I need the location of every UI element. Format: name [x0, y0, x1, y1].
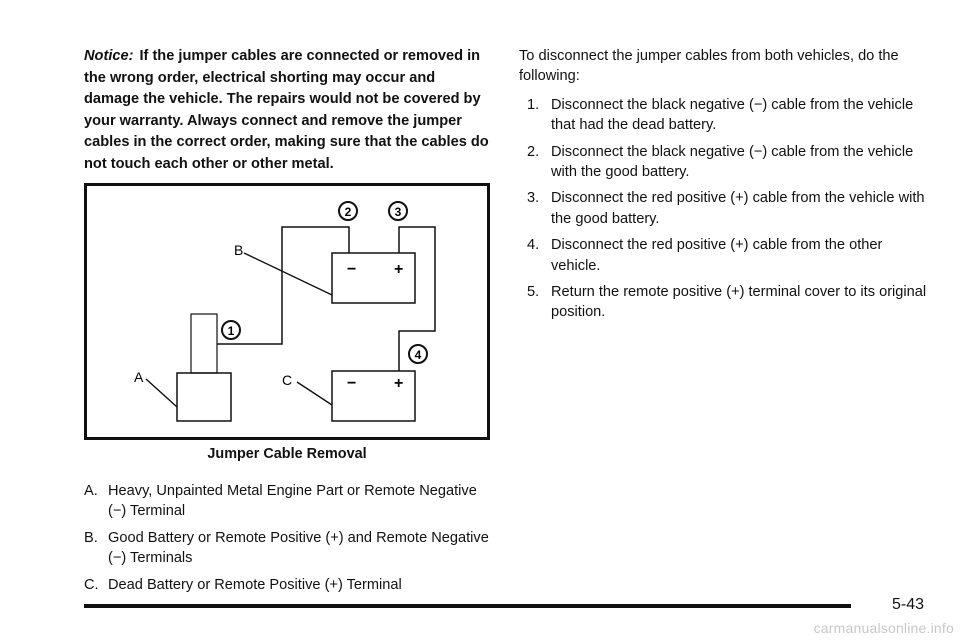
page-number: 5-43	[891, 596, 924, 613]
good-battery-negative: −	[347, 261, 357, 278]
leader-a	[146, 379, 177, 407]
step-item	[527, 235, 929, 276]
legend-text: Heavy, Unpainted Metal Engine Part or Remote Negative (−) Terminal	[108, 483, 477, 520]
callout-2: 2	[344, 205, 352, 219]
step-number: 4.	[527, 237, 540, 254]
engine-part	[177, 373, 231, 421]
step-text: Disconnect the black negative (−) cable from the vehicle that had the dead battery.	[551, 96, 914, 134]
callout-3: 3	[394, 205, 402, 219]
step-text: Disconnect the red positive (+) cable from the other vehicle.	[551, 237, 883, 274]
instruction-steps	[519, 95, 929, 323]
diagram-svg	[84, 183, 490, 440]
notice-text: If the jumper cables are connected or removed in the wrong order, electrical shorting may occur and damage the vehicle. The repairs would not be covered by your warranty. Always connect and remove the jumper cables in the correct order, making sure that the cables do not touch each other or other metal.	[84, 48, 489, 172]
notice-label: Notice:	[84, 48, 134, 64]
engine-part-post	[191, 314, 217, 373]
footer-rule	[84, 604, 851, 608]
callout-b: B	[234, 242, 244, 258]
watermark: carmanualsonline.info	[813, 620, 954, 636]
callout-1: 1	[227, 324, 235, 338]
step-item	[527, 282, 929, 323]
step-text: Disconnect the black negative (−) cable from the vehicle with the good battery.	[551, 143, 914, 181]
legend-item	[84, 575, 490, 595]
step-number: 3.	[527, 190, 540, 207]
notice-block	[84, 46, 490, 176]
legend-item	[84, 481, 490, 522]
dead-battery-negative: −	[347, 375, 357, 392]
diagram-frame	[86, 185, 489, 439]
leader-c	[297, 382, 332, 405]
step-item	[527, 142, 929, 183]
legend-text: Good Battery or Remote Positive (+) and Remote Negative (−) Terminals	[108, 529, 489, 567]
instructions-block	[519, 46, 929, 329]
figure-caption: Jumper Cable Removal	[207, 446, 367, 462]
legend-tag: A.	[84, 483, 98, 499]
dead-battery-positive: +	[394, 375, 404, 392]
legend-tag: C.	[84, 576, 99, 593]
leader-b	[244, 253, 332, 295]
notice-paragraph	[84, 46, 490, 176]
step-number: 1.	[527, 96, 540, 113]
legend-tag: B.	[84, 529, 98, 546]
callout-a: A	[134, 369, 144, 385]
step-number: 5.	[527, 284, 540, 301]
step-item	[527, 95, 929, 136]
figure-legend	[84, 481, 490, 601]
callout-4: 4	[414, 348, 422, 362]
callout-c: C	[282, 372, 293, 388]
step-item	[527, 188, 929, 229]
instructions-intro: To disconnect the jumper cables from both vehicles, do the following:	[519, 48, 899, 85]
legend-text: Dead Battery or Remote Positive (+) Terminal	[108, 576, 402, 593]
step-text: Return the remote positive (+) terminal cover to its original position.	[551, 284, 927, 321]
step-text: Disconnect the red positive (+) cable from the vehicle with the good battery.	[551, 190, 925, 227]
legend-item	[84, 528, 490, 569]
step-number: 2.	[527, 143, 540, 160]
jumper-cable-diagram	[84, 183, 490, 440]
good-battery-positive: +	[394, 261, 404, 278]
